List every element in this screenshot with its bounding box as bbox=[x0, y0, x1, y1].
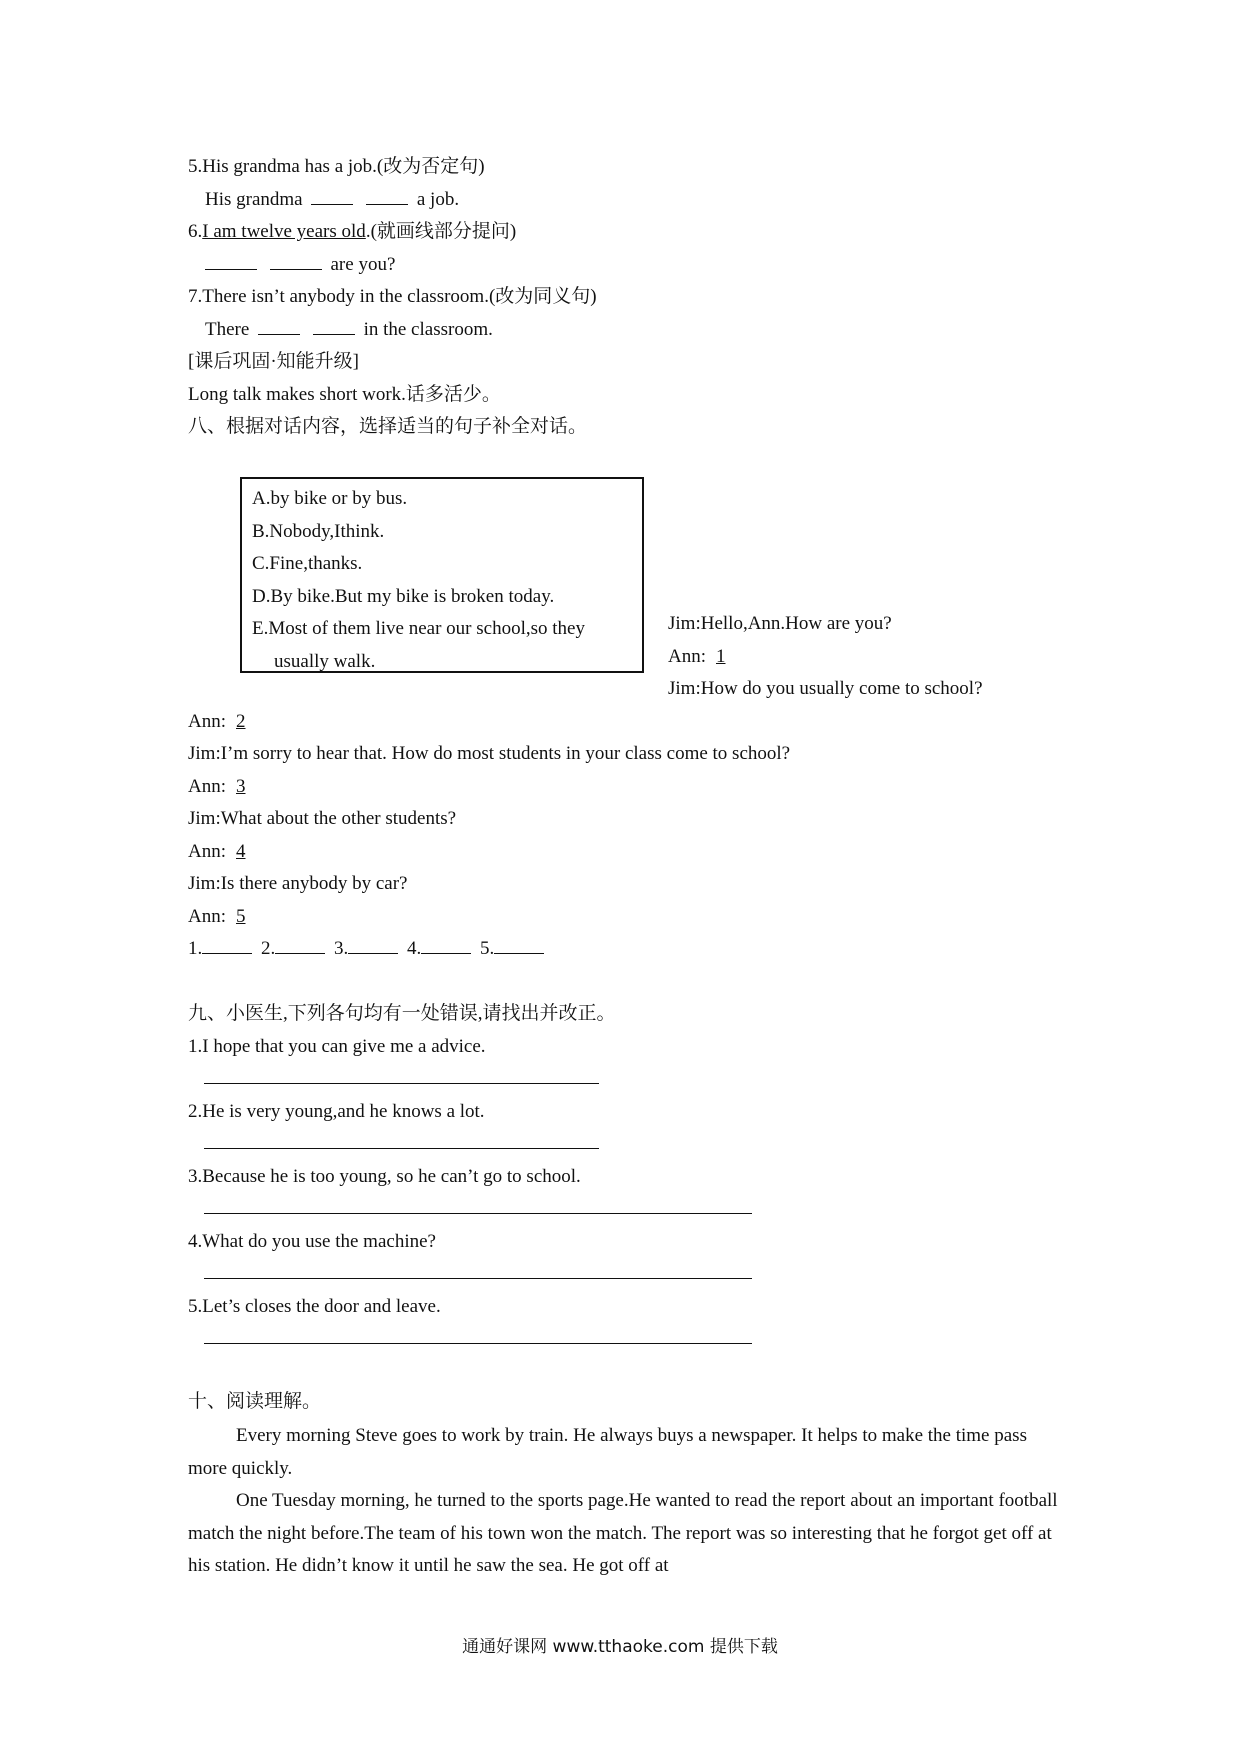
dialog-jim-3: Jim:I’m sorry to hear that. How do most students in your class come to school? bbox=[188, 743, 791, 764]
blank-number[interactable]: 1 bbox=[716, 646, 726, 667]
answer-blank[interactable] bbox=[348, 937, 398, 954]
blank-field[interactable] bbox=[258, 318, 300, 335]
blank-number[interactable]: 3 bbox=[236, 776, 246, 797]
section-9-title: 九、小医生,下列各句均有一处错误,请找出并改正。 bbox=[188, 1003, 616, 1024]
blank-field[interactable] bbox=[313, 318, 355, 335]
proverb: Long talk makes short work.话多活少。 bbox=[188, 384, 501, 405]
blank-field[interactable] bbox=[366, 188, 408, 205]
answer-line[interactable] bbox=[204, 1278, 752, 1279]
reading-paragraph-2: One Tuesday morning, he turned to the sports page.He wanted to read the report about an important football match the night before.The team of his town won the match. The report was so interesting that he forgot get off at his station. He didn’t know it until he saw the sea. He got off at bbox=[188, 1490, 1058, 1576]
q6-text: are you? bbox=[330, 254, 396, 275]
error-item-5: 5.Let’s closes the door and leave. bbox=[188, 1296, 441, 1317]
q7-text-a: There bbox=[205, 319, 250, 340]
blank-field[interactable] bbox=[205, 253, 257, 270]
question-6 bbox=[188, 220, 516, 244]
answer-label: 5. bbox=[480, 938, 495, 959]
answer-label: 1. bbox=[188, 938, 203, 959]
option-e: E.Most of them live near our school,so they bbox=[252, 618, 585, 639]
speaker-ann: Ann: bbox=[668, 646, 706, 667]
dialog-jim-2: Jim:How do you usually come to school? bbox=[668, 678, 983, 699]
q6-instruction: .(就画线部分提问) bbox=[365, 221, 517, 242]
dialog-ann-1 bbox=[668, 645, 736, 669]
answer-line[interactable] bbox=[204, 1343, 752, 1344]
option-d: D.By bike.But my bike is broken today. bbox=[252, 585, 555, 607]
answer-label: 3. bbox=[334, 938, 349, 959]
section-10-title: 十、阅读理解。 bbox=[188, 1391, 322, 1412]
blank-number[interactable]: 5 bbox=[236, 906, 246, 927]
answer-blank[interactable] bbox=[494, 937, 544, 954]
q5-text-b: a job. bbox=[416, 189, 460, 210]
option-a: A.by bike or by bus. bbox=[252, 488, 408, 509]
speaker-ann: Ann: bbox=[188, 776, 226, 797]
options-box bbox=[240, 477, 644, 673]
answer-line[interactable] bbox=[204, 1213, 752, 1214]
question-5: 5.His grandma has a job.(改为否定句) bbox=[188, 156, 485, 177]
blank-number[interactable]: 4 bbox=[236, 841, 246, 862]
answer-row bbox=[188, 937, 548, 961]
q7-text-b: in the classroom. bbox=[363, 319, 493, 340]
consolidation-label: [课后巩固·知能升级] bbox=[188, 351, 359, 372]
error-item-2: 2.He is very young,and he knows a lot. bbox=[188, 1101, 485, 1122]
dialog-ann-4 bbox=[188, 840, 256, 864]
question-6-answer bbox=[205, 253, 395, 277]
answer-blank[interactable] bbox=[275, 937, 325, 954]
answer-label: 2. bbox=[261, 938, 276, 959]
question-7-answer bbox=[205, 318, 493, 342]
dialog-jim-1: Jim:Hello,Ann.How are you? bbox=[668, 613, 892, 634]
q6-number: 6. bbox=[188, 221, 203, 242]
q6-underlined-part: I am twelve years old bbox=[202, 221, 366, 242]
blank-field[interactable] bbox=[270, 253, 322, 270]
footer-credit: 通通好课网 www.tthaoke.com 提供下载 bbox=[462, 1637, 778, 1657]
option-c: C.Fine,thanks. bbox=[252, 553, 363, 574]
error-item-4: 4.What do you use the machine? bbox=[188, 1231, 436, 1252]
error-item-3: 3.Because he is too young, so he can’t go to school. bbox=[188, 1166, 581, 1187]
answer-blank[interactable] bbox=[202, 937, 252, 954]
question-5-answer bbox=[205, 188, 459, 212]
question-7: 7.There isn’t anybody in the classroom.(改为同义句) bbox=[188, 286, 597, 307]
answer-line[interactable] bbox=[204, 1148, 599, 1149]
answer-label: 4. bbox=[407, 938, 422, 959]
speaker-ann: Ann: bbox=[188, 841, 226, 862]
dialog-jim-5: Jim:Is there anybody by car? bbox=[188, 873, 408, 894]
error-item-1: 1.I hope that you can give me a advice. bbox=[188, 1036, 486, 1057]
option-b: B.Nobody,Ithink. bbox=[252, 520, 385, 542]
section-8-title: 八、根据对话内容，选择适当的句子补全对话。 bbox=[188, 416, 588, 437]
speaker-ann: Ann: bbox=[188, 906, 226, 927]
answer-line[interactable] bbox=[204, 1083, 599, 1084]
dialog-ann-3 bbox=[188, 775, 256, 799]
answer-blank[interactable] bbox=[421, 937, 471, 954]
option-e-continued: usually walk. bbox=[274, 650, 376, 672]
blank-number[interactable]: 2 bbox=[236, 711, 246, 732]
q5-text-a: His grandma bbox=[205, 189, 303, 210]
dialog-jim-4: Jim:What about the other students? bbox=[188, 808, 457, 829]
dialog-ann-2 bbox=[188, 710, 256, 734]
speaker-ann: Ann: bbox=[188, 711, 226, 732]
dialog-ann-5 bbox=[188, 905, 256, 929]
reading-paragraph-1: Every morning Steve goes to work by train. He always buys a newspaper. It helps to make the time pass more quickly. bbox=[188, 1425, 1027, 1479]
blank-field[interactable] bbox=[311, 188, 353, 205]
